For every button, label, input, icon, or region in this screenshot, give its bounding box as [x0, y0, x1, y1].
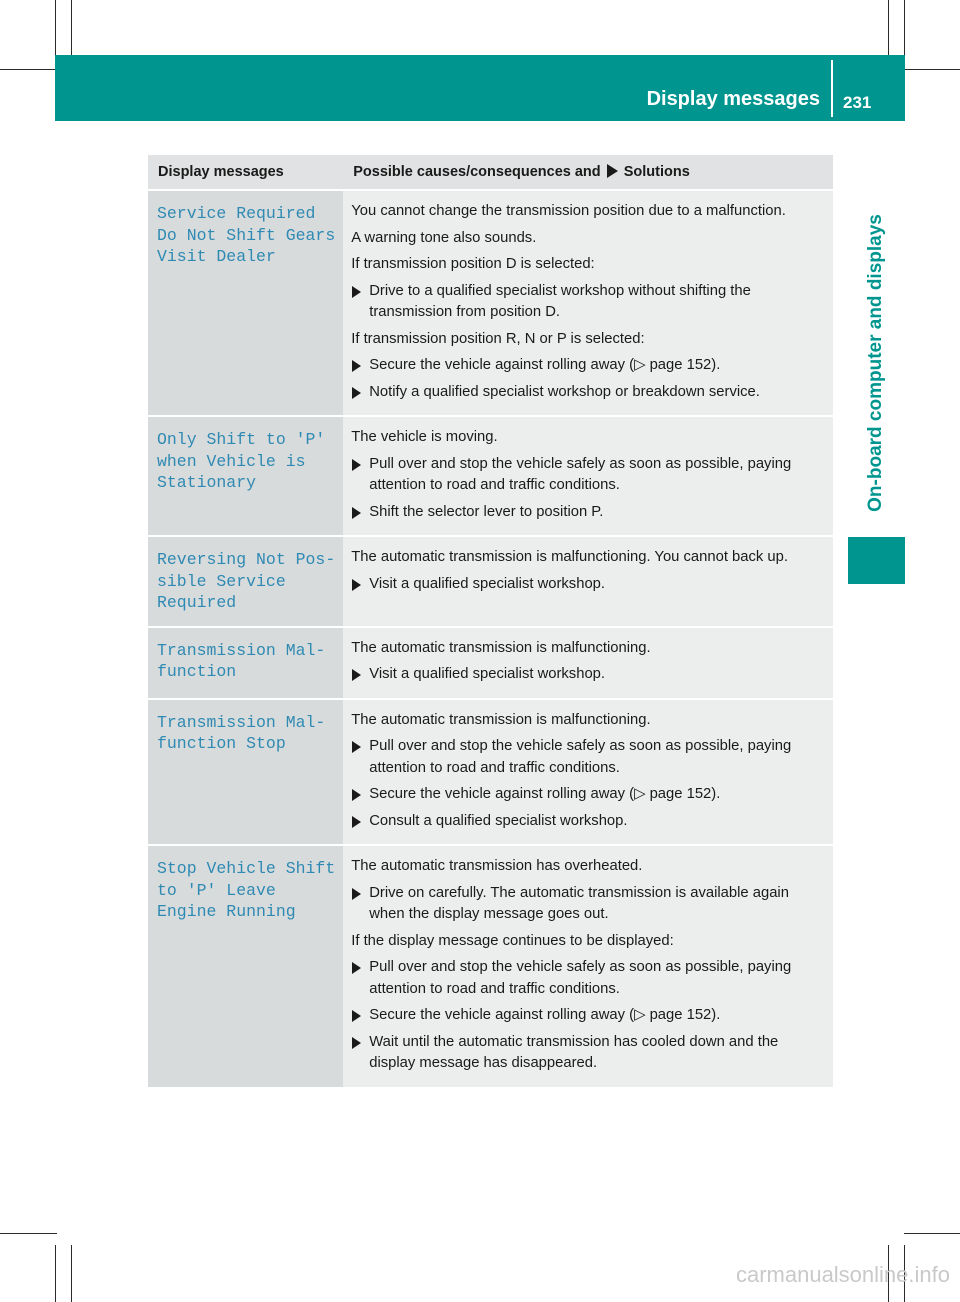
item-text: Notify a qualified specialist workshop or breakdown service.	[369, 383, 760, 400]
crop-mark	[0, 1233, 57, 1234]
description-text	[351, 931, 827, 953]
display-message	[148, 699, 343, 846]
action-step	[351, 382, 827, 404]
display-message-line: Transmission Mal‐	[157, 640, 326, 660]
action-arrow-icon	[352, 888, 361, 900]
watermark: carmanualsonline.info	[735, 1262, 950, 1287]
item-text: The automatic transmission is malfunctioning. You cannot back up.	[351, 549, 788, 565]
item-text: If the display message continues to be displayed:	[351, 932, 674, 949]
item-text: Secure the vehicle against rolling away (▷ page 152).	[369, 357, 721, 373]
table-body	[148, 190, 833, 1088]
action-step	[351, 574, 827, 596]
crop-mark	[55, 0, 56, 57]
action-arrow-icon	[352, 789, 361, 801]
description-text	[351, 427, 827, 449]
display-message-line: Only Shift to 'P'	[157, 430, 326, 449]
action-step	[351, 454, 827, 497]
display-message	[148, 536, 343, 627]
section-label: On-board computer and displays	[865, 214, 886, 512]
item-text: Consult a qualified specialist workshop.	[369, 812, 628, 829]
item-text: Visit a qualified specialist workshop.	[369, 666, 606, 682]
action-arrow-icon	[352, 669, 361, 681]
description-text	[351, 329, 827, 351]
crop-mark	[904, 0, 905, 57]
display-message-line: Engine Running	[157, 902, 296, 921]
item-text: Shift the selector lever to position P.	[369, 503, 604, 520]
action-step	[351, 811, 827, 833]
causes-solutions	[343, 699, 833, 846]
item-text: Pull over and stop the vehicle safely as soon as possible, paying attention to road and traffic conditions.	[369, 455, 792, 493]
action-step	[351, 957, 827, 1000]
action-arrow-icon	[352, 360, 361, 372]
display-message-line: to 'P' Leave	[157, 880, 276, 900]
action-arrow-icon	[352, 741, 361, 753]
display-message-line: sible Service	[157, 571, 286, 591]
causes-solutions	[343, 536, 833, 627]
table-row	[148, 845, 833, 1088]
table-row	[148, 536, 833, 627]
item-text: If transmission position D is selected:	[351, 256, 595, 272]
item-text: Drive on carefully. The automatic transmission is available again when the display message goes out.	[369, 884, 789, 922]
item-text: Secure the vehicle against rolling away (▷ page 152).	[369, 1007, 721, 1023]
action-arrow-icon	[352, 816, 361, 828]
display-message	[148, 190, 343, 416]
action-arrow-icon	[352, 387, 361, 399]
action-arrow-icon	[352, 507, 361, 519]
action-arrow-icon	[352, 459, 361, 471]
crop-mark	[904, 1233, 960, 1234]
item-text: Pull over and stop the vehicle safely as soon as possible, paying attention to road and traffic conditions.	[369, 738, 792, 776]
action-arrow-icon	[352, 1037, 361, 1049]
description-text	[351, 201, 827, 223]
description-text	[351, 547, 827, 569]
description-text	[351, 228, 827, 250]
display-message-line: Stationary	[157, 473, 257, 492]
display-message-line: Transmission Mal‐	[157, 712, 326, 732]
action-arrow-icon	[352, 1010, 361, 1022]
action-arrow-icon	[352, 286, 361, 298]
item-text: Wait until the automatic transmission has cooled down and the display message has disappeared.	[369, 1033, 779, 1071]
crop-mark	[71, 1245, 72, 1302]
item-text: You cannot change the transmission position due to a malfunction.	[351, 203, 786, 219]
causes-solutions	[343, 845, 833, 1088]
page-number: 231	[843, 93, 872, 112]
display-message	[148, 627, 343, 699]
display-messages-table	[148, 155, 833, 1089]
action-arrow-icon	[352, 579, 361, 591]
causes-solutions	[343, 627, 833, 699]
display-message-line: Stop Vehicle Shift	[157, 859, 336, 878]
causes-solutions	[343, 416, 833, 536]
item-text: Secure the vehicle against rolling away (▷ page 152).	[369, 786, 721, 802]
display-message-line: Visit Dealer	[157, 247, 276, 266]
display-message-line: function Stop	[157, 734, 286, 753]
section-marker	[848, 537, 905, 584]
item-text: The vehicle is moving.	[351, 429, 498, 445]
table-row	[148, 699, 833, 846]
arrow-right-icon	[607, 164, 618, 178]
crop-mark	[55, 1245, 56, 1302]
action-step	[351, 1005, 827, 1027]
action-step	[351, 502, 827, 524]
table-row	[148, 190, 833, 416]
description-text	[351, 856, 827, 878]
action-step	[351, 355, 827, 377]
table-header-row	[148, 155, 833, 190]
causes-solutions	[343, 190, 833, 416]
action-step	[351, 736, 827, 779]
item-text: Visit a qualified specialist workshop.	[369, 575, 606, 592]
column-header-causes: Possible causes/consequences and Solutions	[343, 155, 833, 190]
header-divider	[831, 60, 833, 117]
action-step	[351, 281, 827, 324]
item-text: The automatic transmission has overheated.	[351, 858, 643, 874]
description-text	[351, 638, 827, 660]
table-row	[148, 627, 833, 699]
display-message-line: Required	[157, 593, 237, 612]
page-title: Display messages	[646, 88, 820, 110]
item-text: Pull over and stop the vehicle safely as soon as possible, paying attention to road and traffic conditions.	[369, 959, 792, 997]
action-step	[351, 883, 827, 926]
action-step	[351, 784, 827, 806]
action-step	[351, 1032, 827, 1075]
display-message-line: when Vehicle is	[157, 451, 306, 471]
crop-mark	[71, 0, 72, 57]
action-step	[351, 664, 827, 686]
item-text: The automatic transmission is malfunctioning.	[351, 639, 651, 656]
crop-mark	[888, 0, 889, 57]
description-text	[351, 254, 827, 276]
item-text: A warning tone also sounds.	[351, 229, 537, 246]
description-text	[351, 710, 827, 732]
display-message-line: Reversing Not Pos‐	[157, 550, 336, 569]
display-message-line: Service Required	[157, 204, 316, 223]
display-message	[148, 416, 343, 536]
action-arrow-icon	[352, 962, 361, 974]
column-header-messages: Display messages	[148, 155, 343, 190]
item-text: Drive to a qualified specialist workshop without shifting the transmission from position D.	[369, 282, 751, 320]
display-message-line: Do Not Shift Gears	[157, 225, 336, 245]
display-message-line: function	[157, 662, 237, 681]
item-text: The automatic transmission is malfunctioning.	[351, 711, 651, 728]
display-message	[148, 845, 343, 1088]
item-text: If transmission position R, N or P is selected:	[351, 330, 645, 347]
table-row	[148, 416, 833, 536]
